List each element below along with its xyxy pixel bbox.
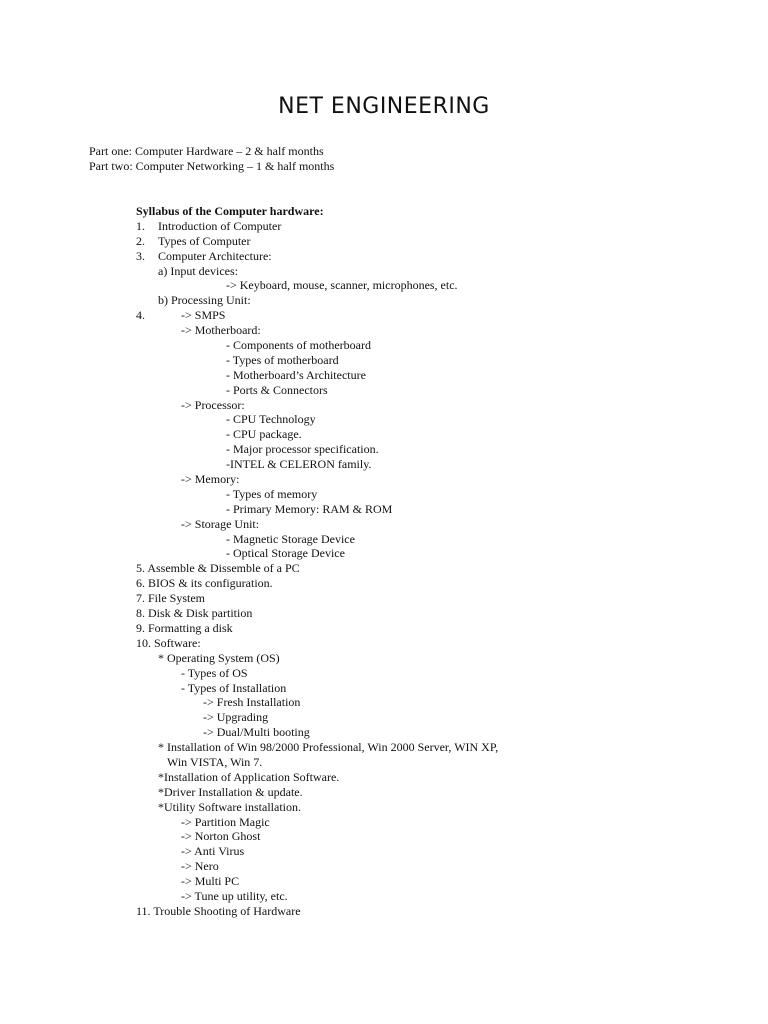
item-text: Introduction of Computer bbox=[158, 218, 282, 233]
sub-item: -> Partition Magic bbox=[181, 814, 270, 829]
sub-item: *Utility Software installation. bbox=[158, 799, 301, 814]
sub-item: -> Motherboard: bbox=[181, 323, 261, 338]
sub-item: a) Input devices: bbox=[158, 263, 238, 278]
syllabus-heading: Syllabus of the Computer hardware: bbox=[136, 204, 324, 218]
sub-item: -> Tune up utility, etc. bbox=[181, 888, 288, 903]
sub-item: Win VISTA, Win 7. bbox=[167, 754, 263, 769]
item-text: Computer Architecture: bbox=[158, 248, 272, 263]
list-item: 9. Formatting a disk bbox=[136, 620, 233, 635]
course-intro bbox=[89, 144, 334, 174]
list-item bbox=[136, 234, 498, 249]
page-title: NET ENGINEERING bbox=[278, 94, 490, 119]
sub-item: -> Anti Virus bbox=[181, 844, 245, 859]
sub-item: - Motherboard’s Architecture bbox=[226, 367, 366, 382]
syllabus-list bbox=[136, 204, 498, 919]
sub-item: - CPU package. bbox=[226, 427, 302, 442]
sub-item: - Types of memory bbox=[226, 486, 318, 501]
sub-item: *Driver Installation & update. bbox=[158, 784, 303, 799]
sub-item: -INTEL & CELERON family. bbox=[226, 457, 372, 472]
sub-item: - CPU Technology bbox=[226, 412, 316, 427]
sub-item: * Operating System (OS) bbox=[158, 650, 280, 665]
sub-item: -> Dual/Multi booting bbox=[203, 725, 310, 740]
sub-item: - Types of motherboard bbox=[226, 352, 339, 367]
sub-item: -> Fresh Installation bbox=[203, 695, 301, 710]
sub-item: b) Processing Unit: bbox=[158, 293, 251, 308]
part-one-text: Part one: Computer Hardware – 2 & half months bbox=[89, 144, 324, 158]
list-item: 8. Disk & Disk partition bbox=[136, 606, 253, 621]
list-item bbox=[136, 249, 498, 264]
sub-item: -> Upgrading bbox=[203, 710, 269, 725]
list-item: 5. Assemble & Dissemble of a PC bbox=[136, 561, 300, 576]
item-number: 1. bbox=[136, 218, 145, 233]
sub-item: -> Nero bbox=[181, 859, 219, 874]
sub-item: *Installation of Application Software. bbox=[158, 769, 340, 784]
part-two-text: Part two: Computer Networking – 1 & half months bbox=[89, 159, 335, 173]
sub-item: - Magnetic Storage Device bbox=[226, 531, 355, 546]
sub-item: - Optical Storage Device bbox=[226, 546, 345, 561]
item-text: -> SMPS bbox=[181, 308, 226, 323]
sub-item: - Major processor specification. bbox=[226, 442, 379, 457]
sub-item: -> Norton Ghost bbox=[181, 829, 261, 844]
list-item: 11. Trouble Shooting of Hardware bbox=[136, 903, 301, 918]
sub-item: - Components of motherboard bbox=[226, 338, 371, 353]
list-item bbox=[136, 219, 498, 234]
item-number: 4. bbox=[136, 308, 145, 323]
sub-item: -> Keyboard, mouse, scanner, microphones, etc. bbox=[226, 278, 458, 293]
sub-item: - Primary Memory: RAM & ROM bbox=[226, 501, 393, 516]
item-number: 3. bbox=[136, 248, 145, 263]
list-item: 10. Software: bbox=[136, 635, 201, 650]
sub-item: - Types of Installation bbox=[181, 680, 287, 695]
sub-item: -> Storage Unit: bbox=[181, 516, 260, 531]
sub-item: -> Processor: bbox=[181, 397, 245, 412]
item-number: 2. bbox=[136, 233, 145, 248]
list-item: 7. File System bbox=[136, 591, 206, 606]
sub-item: - Ports & Connectors bbox=[226, 382, 328, 397]
list-item: 6. BIOS & its configuration. bbox=[136, 576, 273, 591]
sub-item: -> Memory: bbox=[181, 472, 240, 487]
list-item bbox=[136, 308, 498, 323]
item-text: Types of Computer bbox=[158, 233, 251, 248]
sub-item: -> Multi PC bbox=[181, 874, 240, 889]
sub-item: * Installation of Win 98/2000 Professional, Win 2000 Server, WIN XP, bbox=[158, 740, 499, 755]
sub-item: - Types of OS bbox=[181, 665, 248, 680]
